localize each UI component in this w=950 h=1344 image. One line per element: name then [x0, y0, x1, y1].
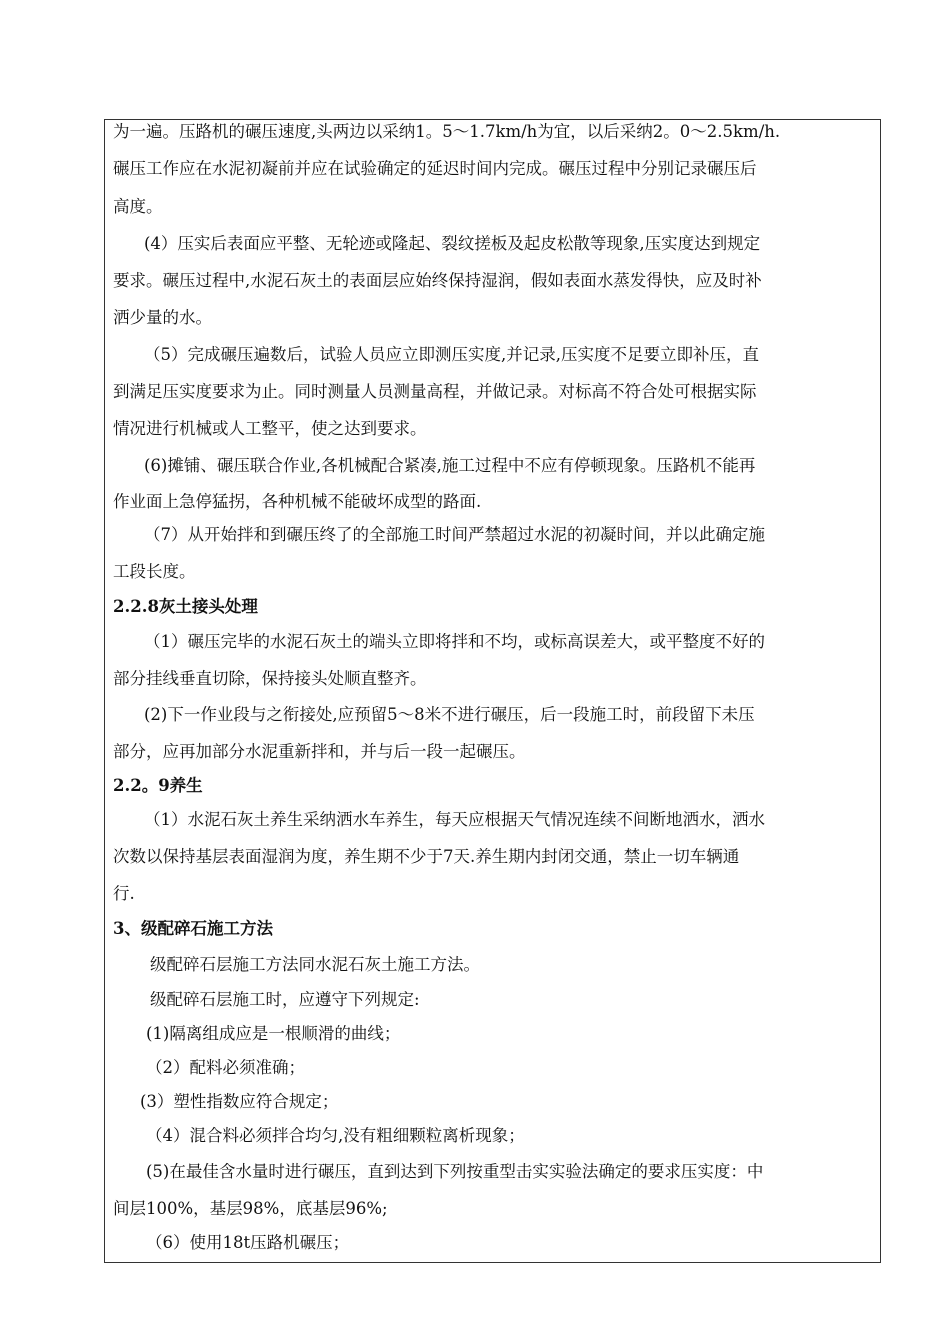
- text-line: 高度。: [113, 197, 163, 216]
- section-heading: 2.2.8灰土接头处理: [113, 597, 258, 616]
- section-heading: 3、级配碎石施工方法: [113, 919, 273, 938]
- section-heading: 2.2。9养生: [113, 776, 203, 795]
- text-line: 情况进行机械或人工整平，使之达到要求。: [113, 419, 427, 438]
- text-line: 工段长度。: [113, 562, 196, 581]
- text-line: （7）从开始拌和到碾压终了的全部施工时间严禁超过水泥的初凝时间，并以此确定施: [144, 525, 765, 544]
- text-line: (5)在最佳含水量时进行碾压，直到达到下列按重型击实实验法确定的要求压实度：中: [146, 1162, 764, 1181]
- text-line: 作业面上急停猛拐，各种机械不能破坏成型的路面.: [113, 492, 482, 511]
- text-line: 到满足压实度要求为止。同时测量人员测量高程，并做记录。对标高不符合处可根据实际: [113, 382, 757, 401]
- text-line: 要求。碾压过程中,水泥石灰土的表面层应始终保持湿润，假如表面水蒸发得快，应及时补: [113, 271, 762, 290]
- text-line: （1）水泥石灰土养生采纳洒水车养生，每天应根据天气情况连续不间断地洒水，洒水: [144, 810, 765, 829]
- text-line: 洒少量的水。: [113, 308, 212, 327]
- text-line: (1)隔离组成应是一根顺滑的曲线；: [146, 1024, 401, 1043]
- text-line: （4）混合料必须拌合均匀,没有粗细颗粒离析现象；: [146, 1126, 525, 1145]
- text-line: 部分挂线垂直切除，保持接头处顺直整齐。: [113, 669, 427, 688]
- text-line: 间层100%，基层98%，底基层96%;: [113, 1199, 388, 1218]
- text-line: 级配碎石层施工时，应遵守下列规定:: [150, 990, 420, 1009]
- text-line: 碾压工作应在水泥初凝前并应在试验确定的延迟时间内完成。碾压过程中分别记录碾压后: [113, 159, 757, 178]
- text-line: (4）压实后表面应平整、无轮迹或隆起、裂纹搓板及起皮松散等现象,压实度达到规定: [144, 234, 761, 253]
- text-line: 为一遍。压路机的碾压速度,头两边以采纳1。5～1.7km/h为宜，以后采纳2。0～2.5km/h.: [113, 122, 781, 141]
- text-line: 行.: [113, 884, 135, 903]
- text-line: (6)摊铺、碾压联合作业,各机械配合紧凑,施工过程中不应有停顿现象。压路机不能再: [144, 456, 756, 475]
- text-line: (2)下一作业段与之衔接处,应预留5～8米不进行碾压，后一段施工时，前段留下未压: [144, 705, 755, 724]
- text-line: （6）使用18t压路机碾压；: [146, 1233, 350, 1252]
- text-line: （2）配料必须准确；: [146, 1058, 305, 1077]
- text-line: （1）碾压完毕的水泥石灰土的端头立即将拌和不均，或标高误差大，或平整度不好的: [144, 632, 765, 651]
- text-line: 次数以保持基层表面湿润为度，养生期不少于7天.养生期内封闭交通，禁止一切车辆通: [113, 847, 740, 866]
- text-line: (3）塑性指数应符合规定；: [140, 1092, 339, 1111]
- text-line: （5）完成碾压遍数后，试验人员应立即测压实度,并记录,压实度不足要立即补压，直: [144, 345, 759, 364]
- text-line: 部分，应再加部分水泥重新拌和，并与后一段一起碾压。: [113, 742, 526, 761]
- text-line: 级配碎石层施工方法同水泥石灰土施工方法。: [150, 955, 480, 974]
